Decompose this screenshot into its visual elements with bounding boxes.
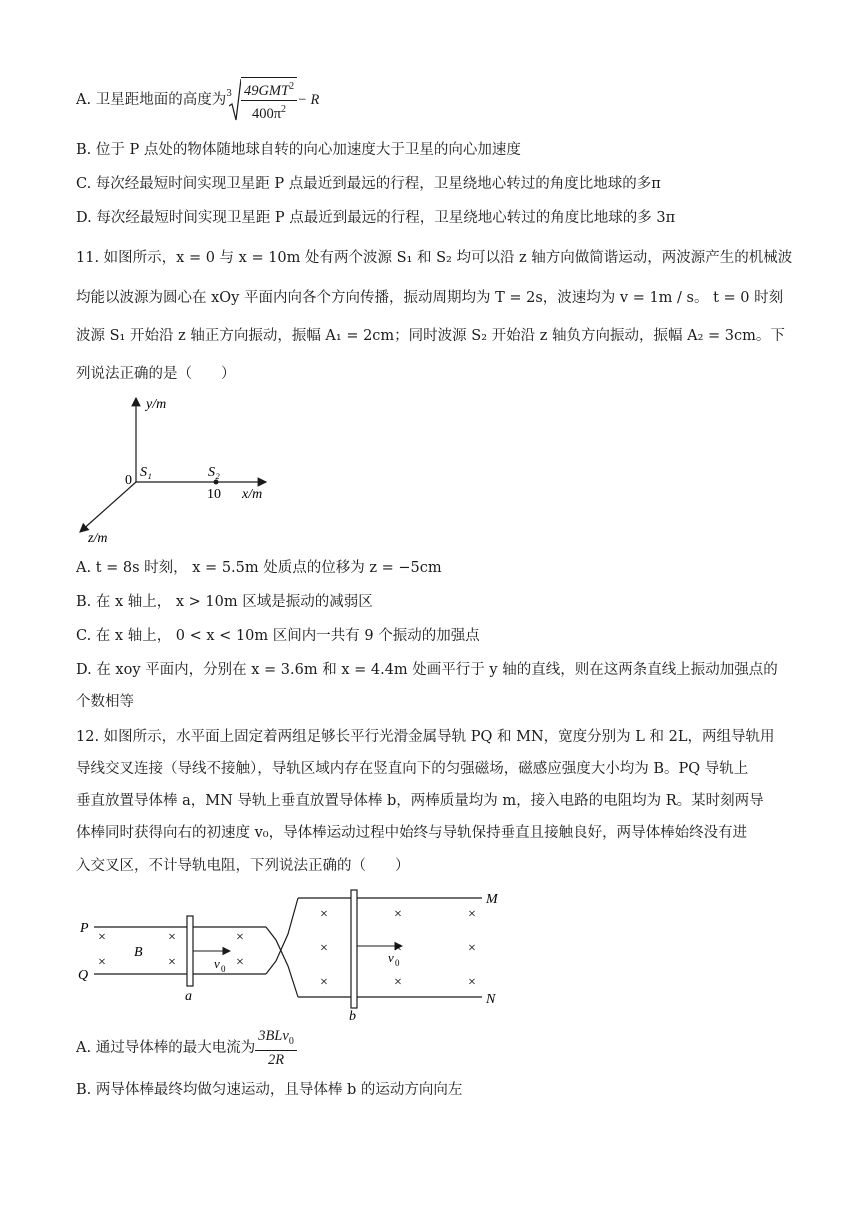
s2-point — [214, 480, 219, 485]
q11-stem-line1: 11. 如图所示，x = 0 与 x = 10m 处有两个波源 S₁ 和 S₂ 均可以沿 z 轴方向做简谐运动，两波源产生的机械波 — [76, 250, 793, 266]
label-rod-b: b — [349, 1009, 356, 1024]
q11-coordinate-figure — [70, 392, 290, 552]
q12-option-a — [76, 1026, 297, 1070]
q12-stem-line4: 体棒同时获得向右的初速度 v₀，导体棒运动过程中始终与导轨保持垂直且接触良好，两导体棒始终没有进 — [76, 825, 748, 841]
field-cross: × — [394, 975, 402, 990]
z-axis-label: z/m — [88, 531, 108, 546]
label-v0-b: v — [388, 950, 394, 965]
q11-option-a: A. t = 8s 时刻， x = 5.5m 处质点的位移为 z = −5cm — [76, 560, 442, 576]
q11-option-d-line2: 个数相等 — [76, 694, 134, 710]
q10-option-a — [76, 78, 319, 122]
q11-option-b: B. 在 x 轴上， x > 10m 区域是振动的减弱区 — [76, 594, 373, 610]
q12-stem-line2: 导线交叉连接（导线不接触），导轨区域内存在竖直向下的匀强磁场，磁感应强度大小均为 B。PQ 导轨上 — [76, 761, 749, 777]
cross-wire-2 — [266, 898, 298, 974]
label-v0-a-sub: 0 — [221, 964, 226, 974]
origin-label: 0 — [125, 473, 132, 488]
s2-label: S₂ — [208, 465, 220, 480]
rod-a — [187, 916, 193, 986]
q12-fraction — [255, 1027, 297, 1070]
fraction-denominator: 400π — [251, 105, 282, 122]
label-v0-b-sub: 0 — [395, 958, 400, 968]
label-p: P — [80, 921, 89, 936]
field-cross: × — [468, 941, 476, 956]
field-cross: × — [320, 975, 328, 990]
q10-option-a-suffix: − R — [297, 92, 320, 108]
cross-wire-1 — [266, 927, 298, 997]
field-cross: × — [236, 955, 244, 970]
numerator-exponent: 2 — [289, 81, 295, 93]
y-axis-label: y/m — [146, 397, 167, 412]
z-axis — [80, 482, 136, 532]
cube-root-expression — [226, 77, 297, 123]
label-n: N — [486, 992, 496, 1007]
q12-rails-figure — [70, 884, 510, 1024]
q12-option-a-text: A. 通过导体棒的最大电流为 — [76, 1040, 256, 1056]
rod-b — [351, 890, 357, 1008]
field-cross: × — [320, 907, 328, 922]
q10-option-c: C. 每次经最短时间实现卫星距 P 点最近到最远的行程，卫星绕地心转过的角度比地球的多π — [76, 176, 661, 192]
root-index: 3 — [226, 89, 232, 99]
s1-label: S₁ — [140, 465, 152, 480]
field-cross: × — [468, 975, 476, 990]
q11-option-d-line1: D. 在 xoy 平面内，分别在 x = 3.6m 和 x = 4.4m 处画平行于 y 轴的直线，则在这两条直线上振动加强点的 — [76, 662, 778, 678]
field-cross: × — [394, 941, 402, 956]
fraction-numerator: 49GMT — [243, 83, 290, 99]
field-cross: × — [168, 955, 176, 970]
q10-option-d: D. 每次经最短时间实现卫星距 P 点最近到最远的行程，卫星绕地心转过的角度比地球的多 3π — [76, 210, 676, 226]
numerator-subscript: 0 — [288, 1035, 294, 1047]
q10-option-b: B. 位于 P 点处的物体随地球自转的向心加速度大于卫星的向心加速度 — [76, 142, 521, 158]
label-m: M — [486, 892, 498, 907]
label-v0-a: v — [214, 956, 220, 971]
label-rod-a: a — [185, 989, 192, 1004]
field-cross: × — [236, 930, 244, 945]
fraction-denominator: 2R — [267, 1052, 285, 1069]
q12-stem-line1: 12. 如图所示，水平面上固定着两组足够长平行光滑金属导轨 PQ 和 MN，宽度分别为 L 和 2L，两组导轨用 — [76, 729, 775, 745]
x-axis-label: x/m — [242, 487, 263, 502]
q11-stem-line3: 波源 S₁ 开始沿 z 轴正方向振动，振幅 A₁ = 2cm；同时波源 S₂ 开始沿 z 轴负方向振动，振幅 A₂ = 3cm。下 — [76, 328, 785, 344]
label-b-field: B — [134, 945, 143, 960]
q11-option-c: C. 在 x 轴上， 0 < x < 10m 区间内一共有 9 个振动的加强点 — [76, 628, 480, 644]
q12-stem-line3: 垂直放置导体棒 a，MN 导轨上垂直放置导体棒 b，两棒质量均为 m，接入电路的电阻均为 R。某时刻两导 — [76, 793, 764, 809]
field-cross: × — [98, 955, 106, 970]
q11-stem-line4: 列说法正确的是（ ） — [76, 366, 236, 382]
q10-option-a-text: A. 卫星距地面的高度为 — [76, 92, 227, 108]
q12-option-b: B. 两导体棒最终均做匀速运动，且导体棒 b 的运动方向向左 — [76, 1082, 463, 1098]
fraction-numerator: 3BLv — [258, 1027, 289, 1044]
magnetic-field-crosses — [98, 907, 476, 990]
field-cross: × — [468, 907, 476, 922]
denominator-exponent: 2 — [281, 104, 287, 115]
label-q: Q — [78, 968, 89, 983]
q11-stem-line2: 均能以波源为圆心在 xOy 平面内向各个方向传播，振动周期均为 T = 2s，波速均为 v = 1m / s。 t = 0 时刻 — [76, 290, 784, 306]
field-cross: × — [98, 930, 106, 945]
q10-fraction — [241, 77, 297, 123]
q12-stem-line5: 入交叉区，不计导轨电阻，下列说法正确的（ ） — [76, 858, 410, 874]
x-tick-10: 10 — [207, 487, 221, 502]
field-cross: × — [320, 941, 328, 956]
field-cross: × — [394, 907, 402, 922]
field-cross: × — [168, 930, 176, 945]
